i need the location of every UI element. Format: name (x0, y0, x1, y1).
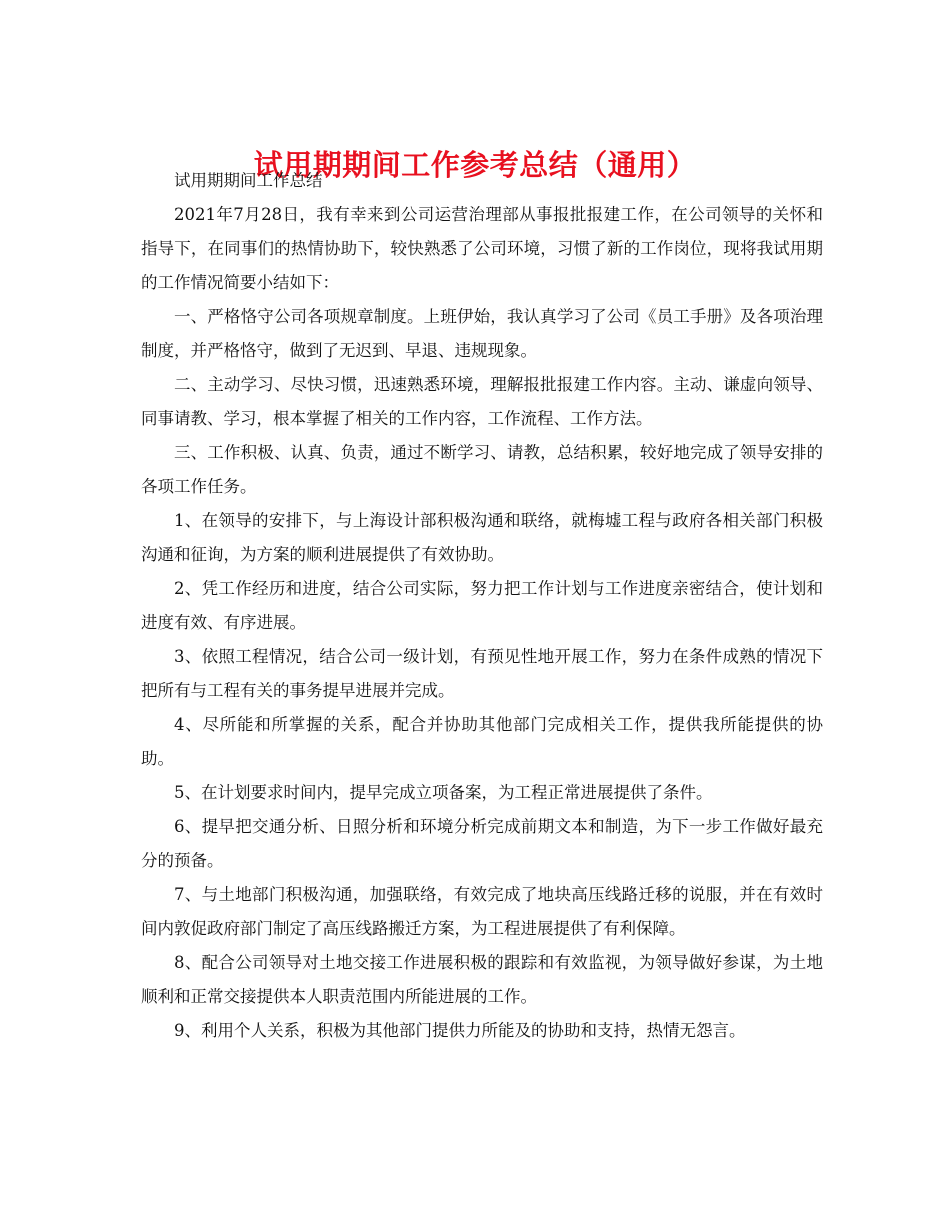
paragraph-intro: 2021年7月28日，我有幸来到公司运营治理部从事报批报建工作，在公司领导的关怀和指导下，在同事们的热情协助下，较快熟悉了公司环境，习惯了新的工作岗位，现将我试用期的工作情况简要小结如下： (141, 205, 823, 292)
paragraph-item-3: 3、依照工程情况，结合公司一级计划，有预见性地开展工作，努力在条件成熟的情况下把所有与工程有关的事务提早进展并完成。 (141, 647, 823, 700)
paragraph-item-2: 2、凭工作经历和进度，结合公司实际，努力把工作计划与工作进度亲密结合，使计划和进度有效、有序进展。 (141, 579, 823, 632)
paragraph-item-7: 7、与土地部门积极沟通，加强联络，有效完成了地块高压线路迁移的说服，并在有效时间内敦促政府部门制定了高压线路搬迁方案，为工程进展提供了有利保障。 (141, 885, 823, 938)
paragraph-item-6: 6、提早把交通分析、日照分析和环境分析完成前期文本和制造，为下一步工作做好最充分的预备。 (141, 817, 823, 870)
paragraph-section-3: 三、工作积极、认真、负责，通过不断学习、请教，总结积累，较好地完成了领导安排的各项工作任务。 (141, 443, 823, 496)
document-body (141, 164, 823, 1048)
document-subtitle: 试用期期间工作总结 (174, 171, 323, 190)
paragraph-item-4: 4、尽所能和所掌握的关系，配合并协助其他部门完成相关工作，提供我所能提供的协助。 (141, 715, 823, 768)
paragraph-section-2: 二、主动学习、尽快习惯，迅速熟悉环境，理解报批报建工作内容。主动、谦虚向领导、同事请教、学习，根本掌握了相关的工作内容，工作流程、工作方法。 (141, 375, 823, 428)
document-title: 试用期期间工作参考总结（通用） (253, 148, 697, 183)
paragraph-item-5: 5、在计划要求时间内，提早完成立项备案，为工程正常进展提供了条件。 (174, 783, 713, 802)
paragraph-item-1: 1、在领导的安排下，与上海设计部积极沟通和联络，就梅墟工程与政府各相关部门积极沟通和征询，为方案的顺利进展提供了有效协助。 (141, 511, 823, 564)
paragraph-item-9: 9、利用个人关系，积极为其他部门提供力所能及的协助和支持，热情无怨言。 (174, 1021, 746, 1040)
paragraph-section-1: 一、严格恪守公司各项规章制度。上班伊始，我认真学习了公司《员工手册》及各项治理制度，并严格恪守，做到了无迟到、早退、违规现象。 (141, 307, 823, 360)
paragraph-item-8: 8、配合公司领导对土地交接工作进展积极的跟踪和有效监视，为领导做好参谋，为土地顺利和正常交接提供本人职责范围内所能进展的工作。 (141, 953, 823, 1006)
